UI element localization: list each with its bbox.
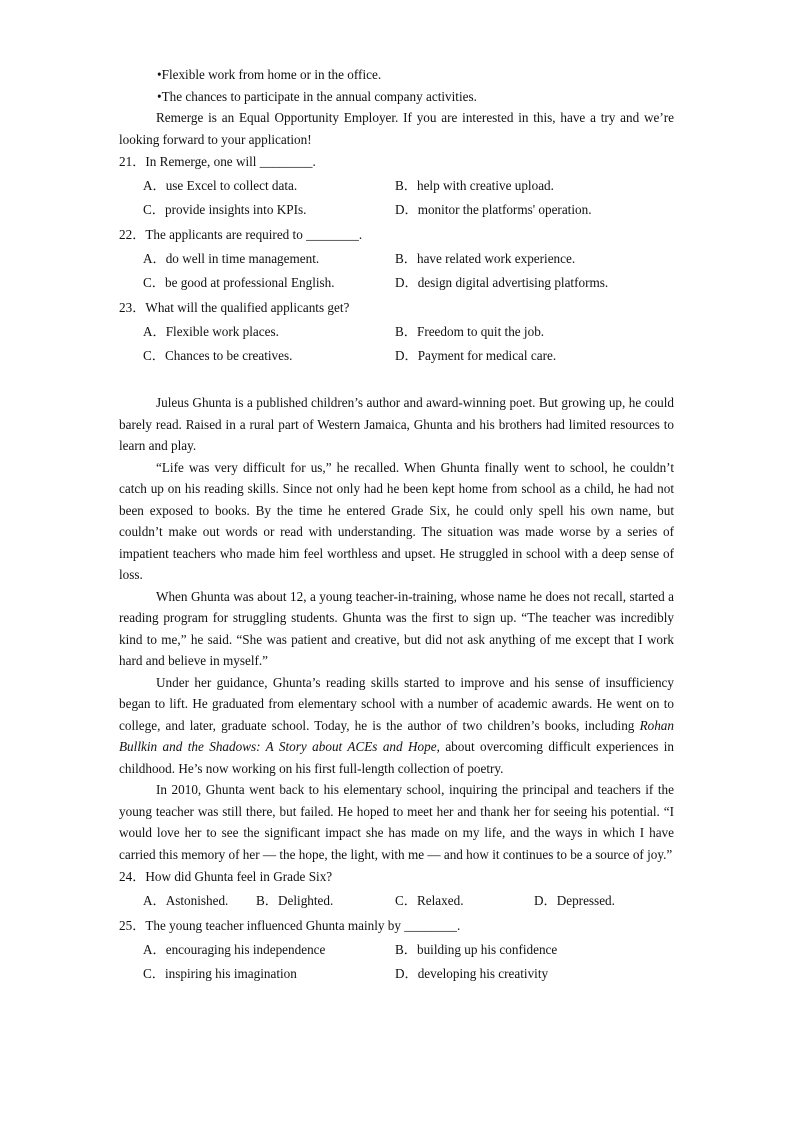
passage-paragraph-1: Juleus Ghunta is a published children’s author and award-winning poet. But growing up, he could barely read. Raised in a rural part of Western Jamaica, Ghunta and his brothers had limited resources to learn and play.	[119, 395, 674, 454]
paragraph-4-text: Under her guidance, Ghunta’s reading skills started to improve and his sense of insufficiency began to lift. He graduated from elementary school with a number of academic awards. He went on to college, and later, graduate school. Today, he is the author of two children’s books, including	[119, 674, 674, 733]
passage-paragraph-4	[119, 672, 674, 780]
option-b: B．help with creative upload.	[395, 178, 554, 193]
question-22-options	[119, 247, 674, 296]
page-content	[119, 64, 674, 987]
option-d: D．design digital advertising platforms.	[395, 275, 609, 291]
option-c: C．be good at professional English.	[143, 275, 335, 291]
option-c: C．Relaxed.	[395, 893, 464, 909]
option-d: D．monitor the platforms' operation.	[395, 202, 592, 218]
question-23-options	[119, 320, 674, 369]
option-a: A．do well in time management.	[143, 250, 320, 266]
question-24-options	[119, 889, 674, 913]
option-a: A．use Excel to collect data.	[143, 178, 298, 193]
option-b: B．building up his confidence	[395, 941, 558, 957]
question-22: 22．The applicants are required to ________.	[119, 226, 363, 242]
option-b: B．Freedom to quit the job.	[395, 323, 545, 339]
question-21-options	[119, 174, 674, 223]
question-25-options	[119, 938, 674, 987]
question-23: 23．What will the qualified applicants get?	[119, 299, 350, 315]
book-title: Rohan Bullkin and the Shadows: A Story about ACEs and Hope	[119, 717, 674, 755]
option-d: D．Payment for medical care.	[395, 348, 557, 364]
question-21: 21．In Remerge, one will ________.	[119, 154, 316, 169]
ad-bullet: •Flexible work from home or in the office.	[157, 67, 382, 82]
ad-bullet: •The chances to participate in the annual company activities.	[157, 88, 477, 104]
paragraph-4-text-end: , about overcoming difficult experiences in childhood. He’s now working on his first full-length collection of poetry.	[119, 739, 674, 776]
option-c: C．provide insights into KPIs.	[143, 202, 307, 218]
question-25: 25．The young teacher influenced Ghunta mainly by ________.	[119, 917, 461, 933]
passage-paragraph-5: In 2010, Ghunta went back to his elementary school, inquiring the principal and teachers if the young teacher was still there, but failed. He hoped to meet her and thank her for seeing his potential. “I would love her to see the significant impact she has made on my life, and the ways in which I have carried this memory of her — the hope, the light, with me — and how it continues to be a source of joy.”	[119, 782, 674, 862]
option-d: D．Depressed.	[534, 893, 615, 909]
option-d: D．developing his creativity	[395, 966, 549, 982]
passage-paragraph-3: When Ghunta was about 12, a young teacher-in-training, whose name he does not recall, started a reading program for struggling students. Ghunta was the first to sign up. “The teacher was incredibly kind to me,” he said. “She was patient and creative, but did not ask anything of me except that I work hard and believe in myself.”	[119, 588, 674, 669]
passage-paragraph-2: “Life was very difficult for us,” he recalled. When Ghunta finally went to school, he couldn’t catch up on his reading skills. Since not only had he been kept home from school as a child, he had not been exposed to books. By the time he entered Grade Six, he could only spell his own name, but couldn’t make out words or read with understanding. The situation was made worse by a series of impatient teachers who made him feel worthless and upset. He struggled in school with a deep sense of loss.	[119, 459, 674, 583]
option-c: C．inspiring his imagination	[143, 966, 297, 982]
option-b: B．Delighted.	[256, 893, 334, 909]
option-c: C．Chances to be creatives.	[143, 348, 293, 364]
option-b: B．have related work experience.	[395, 250, 576, 266]
option-a: A．Astonished.	[143, 893, 229, 909]
ad-closing: Remerge is an Equal Opportunity Employer. If you are interested in this, have a try and we’re looking forward to your application!	[119, 110, 674, 147]
option-a: A．Flexible work places.	[143, 323, 279, 339]
option-a: A．encouraging his independence	[143, 941, 326, 957]
question-24: 24．How did Ghunta feel in Grade Six?	[119, 869, 333, 885]
